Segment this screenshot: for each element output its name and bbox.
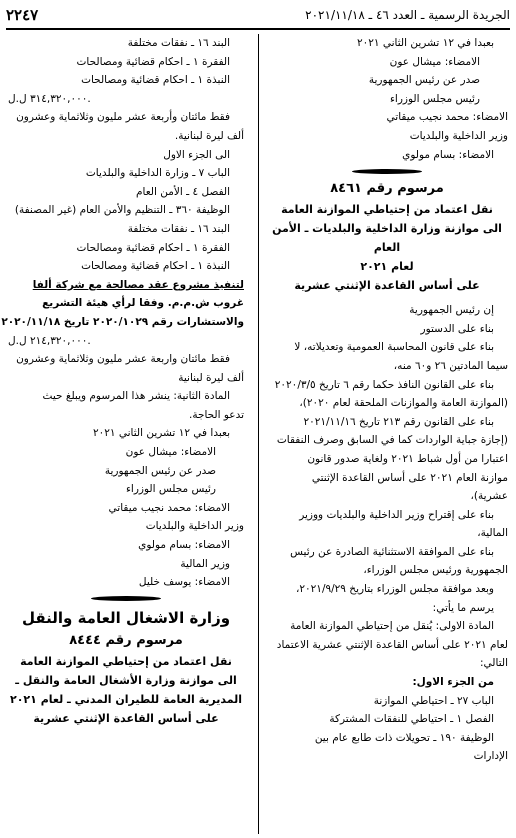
- text-line: وبعد موافقة مجلس الوزراء بتاريخ ٢٠٢١/٩/٢٩،: [296, 583, 494, 596]
- text-line: الامضاء: بسام مولوي: [402, 148, 494, 161]
- text-line: الى الجزء الاول: [163, 148, 230, 161]
- decree-heading: نقل اعتماد من إحتياطي الموازنة العامة: [20, 654, 232, 668]
- text-line: رئيس مجلس الوزراء: [389, 92, 480, 105]
- text-line: موازنة العام ٢٠٢١ على أساس القاعدة الإثنتي: [311, 471, 508, 484]
- text-line: الامضاء: ميشال عون: [125, 446, 216, 459]
- text-line: بناء على الدستور: [420, 322, 494, 335]
- column-divider: [258, 34, 259, 834]
- text-line: فقط مائتان وأربعة عشر مليون وثلاثماية وعشرون: [16, 111, 230, 124]
- decree-heading: الى موازنة وزارة الأشغال العامة والنقل ـ: [15, 673, 237, 687]
- text-line: الإدارات: [473, 750, 508, 763]
- text-line: الفقرة ١ ـ احكام قضائية ومصالحات: [76, 241, 230, 254]
- separator-bar: [352, 169, 422, 174]
- decree-heading: مرسوم رقم ٨٤٤٤: [69, 632, 183, 648]
- left-column: [1, 34, 244, 838]
- text-line: يرسم ما يأتي:: [432, 601, 494, 614]
- text-line: الوظيفة ٣٦٠ ـ التنظيم والأمن العام (غير المصنفة): [14, 204, 230, 217]
- text-line: من الجزء الاول:: [412, 676, 494, 689]
- text-line: الباب ٧ ـ وزارة الداخلية والبلديات: [85, 167, 230, 180]
- text-line: (إجازة جباية الواردات كما في السابق وصرف النفقات: [276, 434, 508, 447]
- text-line: الامضاء: بسام مولوي: [138, 539, 230, 552]
- text-line: الامضاء: محمد نجيب ميقاتي: [386, 111, 508, 124]
- text-line: التالي:: [480, 657, 508, 670]
- text-line: النبذة ١ ـ احكام قضائية ومصالحات: [81, 260, 230, 273]
- decree-heading: مرسوم رقم ٨٤٦١: [330, 181, 444, 197]
- text-line: (الموازنة العامة والموازنات الملحقة لعام ٢٠٢٠)،: [299, 397, 508, 410]
- text-line: ألف ليرة لبنانية: [178, 371, 244, 384]
- text-line: اعتبارا من أول شباط ٢٠٢١ ولغاية صدور قانون: [307, 452, 508, 465]
- decree-heading: لعام ٢٠٢١: [360, 260, 414, 274]
- text-line: الفقرة ١ ـ احكام قضائية ومصالحات: [76, 55, 230, 68]
- text-line: بناء على قانون المحاسبة العمومية وتعديلاته، لا: [294, 341, 494, 354]
- text-line: عشرية)،: [470, 490, 508, 503]
- separator-bar: [91, 596, 161, 601]
- text-line: البند ١٦ ـ نفقات مختلفة: [127, 37, 230, 49]
- text-line: وزير الداخلية والبلديات: [409, 129, 508, 142]
- text-line: الفصل ١ ـ احتياطي للنفقات المشتركة: [329, 713, 494, 726]
- text-line: رئيس مجلس الوزراء: [125, 483, 216, 496]
- text-line: بعبدا في ١٢ تشرين الثاني ٢٠٢١: [356, 37, 494, 49]
- text-line: النبذة ١ ـ احكام قضائية ومصالحات: [81, 74, 230, 87]
- decree-heading: وزارة الاشغال العامة والنقل: [21, 608, 231, 627]
- text-line: ٣١٤,٣٢٠,٠٠٠ ل.ل.: [8, 92, 91, 105]
- text-line: ألف ليرة لبنانية.: [174, 129, 244, 142]
- text-line: المادة الثانية: ينشر هذا المرسوم ويبلغ حيث: [42, 390, 230, 403]
- text-line: الامضاء: محمد نجيب ميقاتي: [108, 501, 230, 514]
- section-separator: [266, 164, 508, 178]
- text-line: بناء على إقتراح وزير الداخلية والبلديات ووزير: [299, 508, 494, 521]
- text-line: لتنفيذ مشروع عقد مصالحة مع شركة ألفا: [32, 278, 244, 291]
- decree-heading: الى موازنة وزارة الداخلية والبلديات ـ الأمن العام: [272, 222, 502, 255]
- text-line: تدعو الحاجة.: [188, 408, 244, 421]
- text-line: ٢١٤,٣٢٠,٠٠٠ ل.ل.: [8, 334, 91, 347]
- text-line: المادة الاولى: يُنقل من إحتياطي الموازنة العامة: [290, 620, 494, 633]
- text-line: بناء على القانون رقم ٢١٣ تاريخ ٢٠٢١/١١/١٦: [303, 415, 494, 428]
- text-line: والاستشارات رقم ٢٠٢٠/١٠٢٩ تاريخ ٢٠٢٠/١١/١٨: [1, 315, 244, 328]
- text-line: الجمهورية ورئيس مجلس الوزراء،: [363, 564, 508, 577]
- text-line: المالية،: [477, 527, 508, 540]
- page-number: ٢٢٤٧: [6, 6, 39, 24]
- section-separator: [8, 592, 244, 606]
- text-line: لعام ٢٠٢١ على أساس القاعدة الإثنتي عشرية الاعتماد: [276, 638, 508, 651]
- gazette-title: الجريدة الرسمية ـ العدد ٤٦ ـ ٢٠٢١/١١/١٨: [305, 8, 510, 22]
- text-line: الفصل ٤ ـ الأمن العام: [136, 185, 230, 198]
- text-line: وزير الداخلية والبلديات: [145, 520, 244, 533]
- text-line: صدر عن رئيس الجمهورية: [104, 464, 216, 477]
- header-rule: [6, 28, 510, 30]
- text-line: فقط مائتان واربعة عشر مليون وثلاثماية وعشرون: [16, 353, 230, 366]
- text-line: بناء على الموافقة الاستثنائية الصادرة عن رئيس: [290, 545, 494, 558]
- text-line: غروب ش.م.م. وفقا لرأي هيئة التشريع: [42, 297, 244, 310]
- text-line: الامضاء: يوسف خليل: [138, 576, 230, 589]
- text-line: إن رئيس الجمهورية: [409, 304, 494, 317]
- text-line: سيما المادتين ٢٦ و٦٠ منه،: [393, 359, 508, 372]
- decree-heading: نقل اعتماد من إحتياطي الموازنة العامة: [281, 203, 493, 217]
- text-line: البند ١٦ ـ نفقات مختلفة: [127, 222, 230, 235]
- page-header: [6, 4, 510, 26]
- text-line: وزير المالية: [180, 557, 230, 570]
- decree-heading: على أساس القاعدة الإثنتي عشرية: [294, 279, 480, 293]
- text-line: الباب ٢٧ ـ احتياطي الموازنة: [373, 694, 494, 707]
- text-line: صدر عن رئيس الجمهورية: [368, 74, 480, 87]
- text-line: بناء على القانون النافذ حكما رقم ٦ تاريخ ٢٠٢٠/٣/٥: [274, 378, 494, 391]
- text-line: الوظيفة ١٩٠ ـ تحويلات ذات طابع عام بين: [314, 731, 494, 744]
- decree-heading: على أساس القاعدة الإثنتي عشرية: [33, 711, 219, 725]
- decree-heading: المديرية العامة للطيران المدني ـ لعام ٢٠٢١: [10, 692, 242, 706]
- text-line: بعبدا في ١٢ تشرين الثاني ٢٠٢١: [92, 427, 230, 440]
- right-column: [266, 34, 508, 838]
- text-line: الامضاء: ميشال عون: [389, 55, 480, 68]
